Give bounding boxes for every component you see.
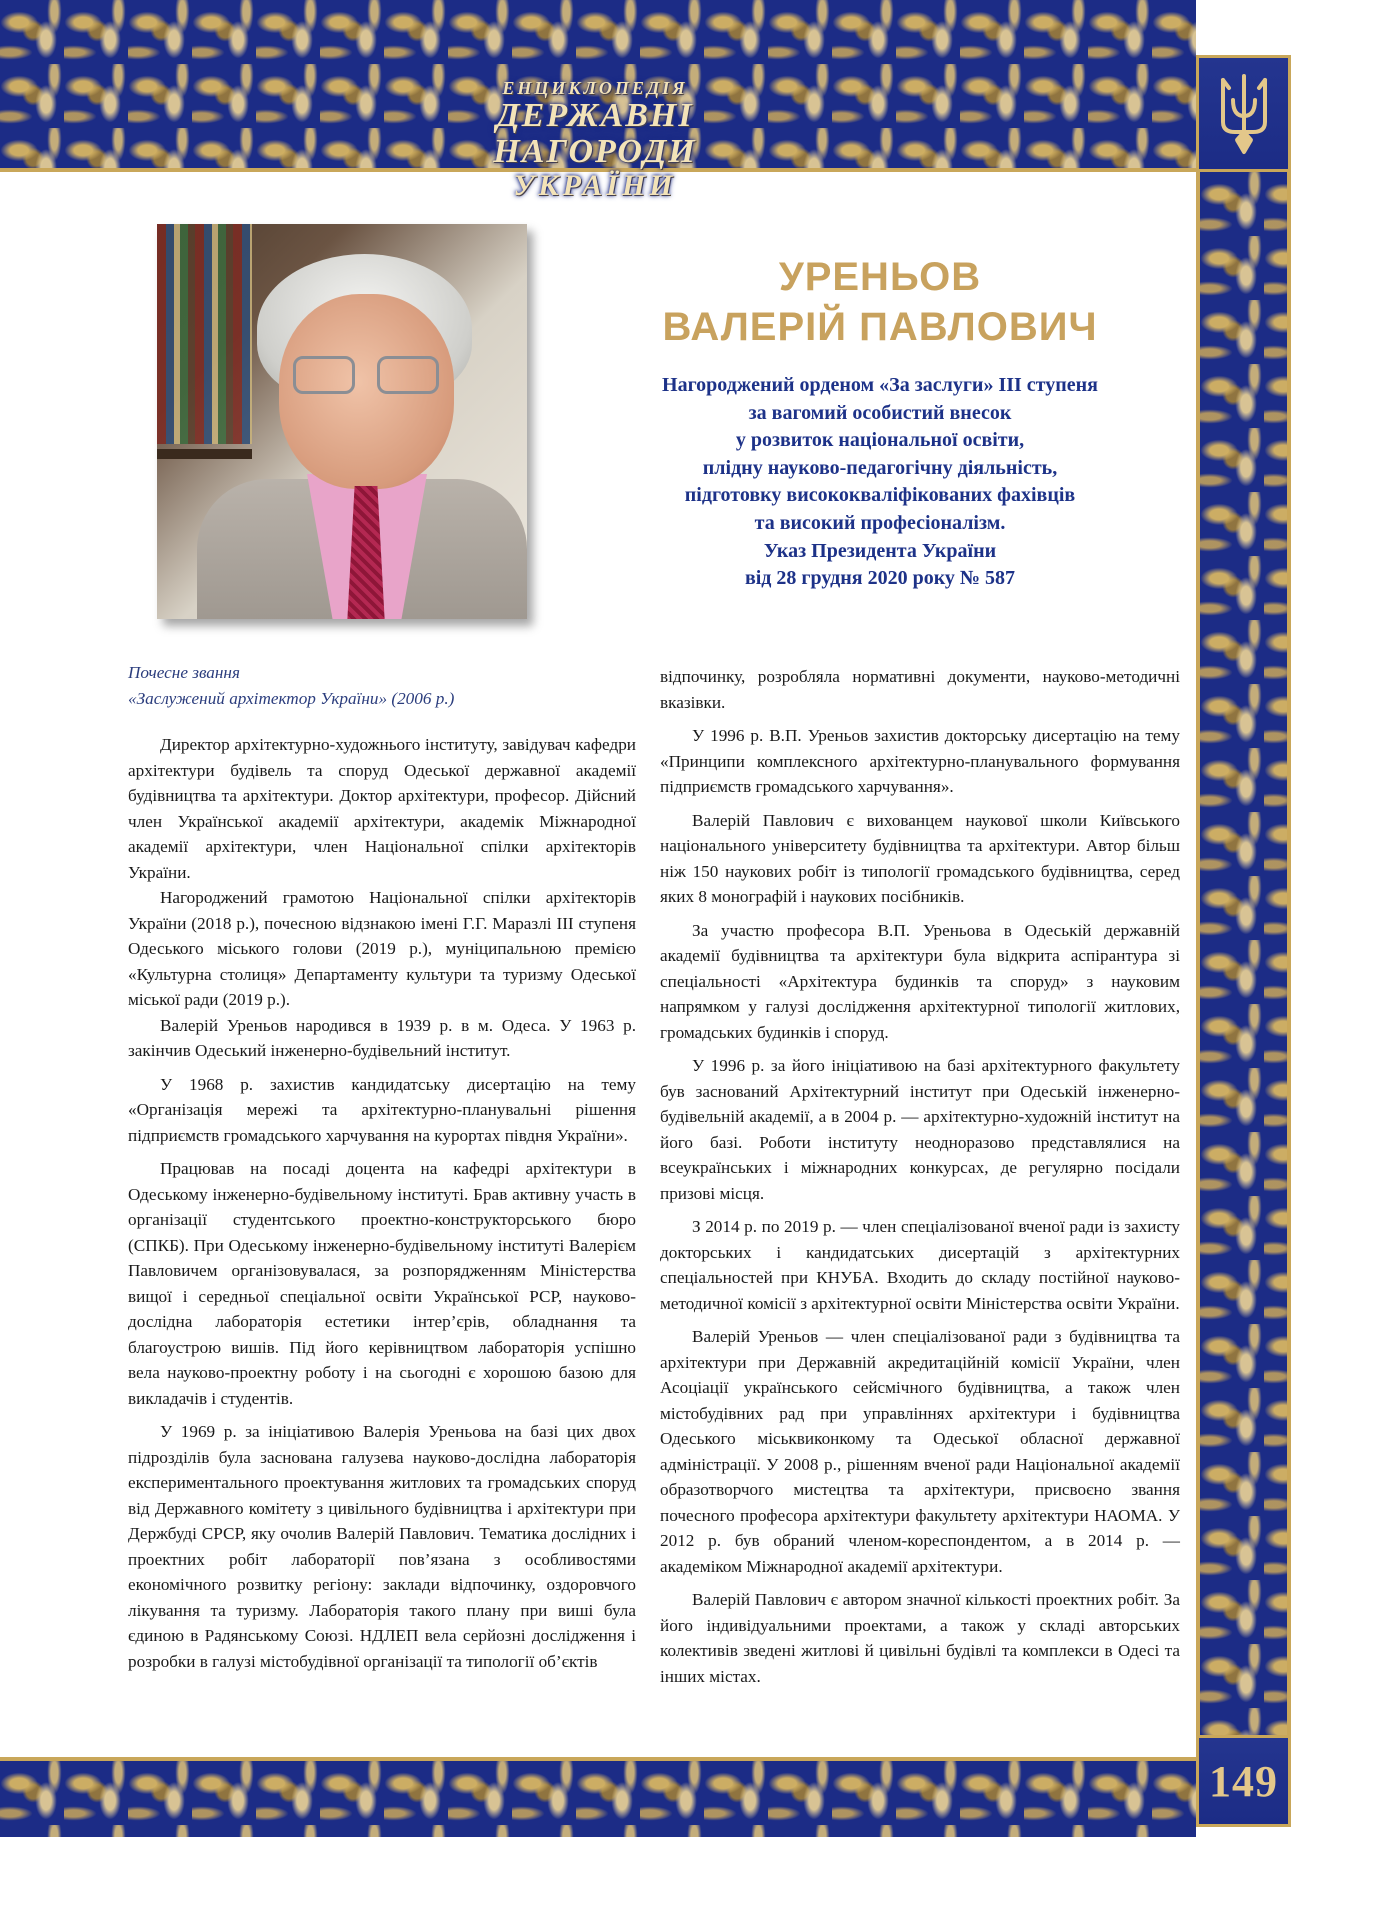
award-line: за вагомий особистий внесок [748, 401, 1012, 424]
award-citation [600, 372, 1160, 593]
honorary-title [128, 660, 636, 712]
bottom-ornament-border [0, 1757, 1196, 1837]
paragraph: З 2014 р. по 2019 р. — член спеціалізованої вченої ради із захисту докторських і кандидатських дисертацій з архітектурних спеціальностей при КНУБА. Входить до складу постійної науково-методичної комісії з архітектурної освіти Міністерства освіти України. [660, 1217, 1180, 1313]
header-kicker: ЕНЦИКЛОПЕДІЯ [502, 78, 688, 98]
header-title-line2: УКРАЇНИ [513, 169, 677, 202]
portrait-photo [157, 224, 527, 619]
paragraph: Валерій Павлович є вихованцем наукової школи Київського національного університету будівництва та архітектури. Автор більш ніж 150 наукових робіт із типології громадського будівництва, серед яких 8 монографій і наукових посібників. [660, 810, 1180, 906]
page-number-box [1196, 1735, 1291, 1827]
award-line: Нагороджений орденом «За заслуги» III ступеня [662, 374, 1098, 396]
paragraph: У 1968 р. захистив кандидатську дисертацію на тему «Організація мережі та архітектурно-планувальні рішення підприємств громадського харчування на курортах півдня України». [128, 1074, 636, 1145]
paragraph: відпочинку, розробляла нормативні документи, науково-методичні вказівки. [660, 667, 1180, 712]
right-ornament-border [1196, 172, 1291, 1757]
paragraph: Валерій Уреньов — член спеціалізованої ради з будівництва та архітектури при Державній акредитаційній комісії України, член Асоціації українського сейсмічного будівництва, а також член містобудівних рад при управліннях архітектури і будівництва Одеського міськвиконкому та Одеської обласної державної адміністрації. У 2008 р., рішенням вченої ради Національної академії образотворчого мистецтва та архітектури, присвоєно звання почесного професора архітектури факультету архітектури НАОМА. У 2012 р. був обраний членом-кореспондентом, а в 2014 р. — академіком Міжнародної академії архітектури. [660, 1327, 1180, 1576]
page-number: 149 [1209, 1756, 1278, 1806]
paragraph: У 1996 р. за його ініціативою на базі архітектурного факультету був заснований Архітектурний інститут при Одеській інженерно-будівельній академії, а в 2004 р. — архітектурно-художній інститут на його базі. Роботи інституту неодноразово представлялися на всеукраїнських і міжнародних конкурсах, де регулярно посідали призові місця. [660, 1056, 1180, 1203]
emblem-box [1196, 55, 1291, 172]
award-line: від 28 грудня 2020 року № 587 [744, 567, 1016, 590]
award-line: у розвиток національної освіти, [735, 429, 1025, 452]
paragraph: У 1969 р. за ініціативою Валерія Уреньова на базі цих двох підрозділів була заснована галузева науково-дослідна лабораторія експериментального проектування житлових та громадських споруд від Державного комітету з цивільного будівництва і архітектури при Держбуді СРСР, яку очолив Валерій Павлович. Тематика дослідних і проектних робіт лабораторії пов’язана з особливостями економічного розвитку регіону: заклади відпочинку, оздоровчого лікування та туризму. Лабораторія такого плану при виші була єдиною в Радянському Союзі. НДЛЕП вела серйозні дослідження і розробки в галузі містобудівної організації та типології об’єктів [128, 1422, 636, 1671]
encyclopedia-header-title [440, 78, 750, 202]
honorary-title-label: Почесне звання [128, 663, 240, 682]
paragraph: Валерій Павлович є автором значної кількості проектних робіт. За його індивідуальними проектами, а також у складі авторських колективів зведені житлові й цивільні будівлі та комплекси в Одесі та інших містах. [660, 1590, 1180, 1686]
trident-emblem-icon [1215, 70, 1273, 158]
person-surname: УРЕНЬОВ [778, 255, 982, 299]
left-text-column [128, 660, 636, 1674]
honorary-title-value: «Заслужений архітектор України» (2006 р.) [128, 689, 455, 708]
award-line: та високий професіоналізм. [754, 511, 1006, 534]
right-text-column [660, 664, 1180, 1689]
paragraph: Нагороджений грамотою Національної спілки архітекторів України (2018 р.), почесною відзнакою імені Г.Г. Маразлі III ступеня Одеського міського голови (2019 р.), муніципальною премією «Культурна столиця» Департаменту культури та туризму Одеської міської ради (2019 р.). [128, 888, 636, 1009]
paragraph: Валерій Уреньов народився в 1939 р. в м. Одеса. У 1963 р. закінчив Одеський інженерно-будівельний інститут. [128, 1015, 636, 1060]
person-given-names: ВАЛЕРІЙ ПАВЛОВИЧ [662, 305, 1098, 349]
award-line: плідну науково-педагогічну діяльність, [702, 456, 1058, 479]
award-line: підготовку висококваліфікованих фахівців [684, 484, 1076, 507]
paragraph: Директор архітектурно-художнього інституту, завідувач кафедри архітектури будівель та споруд Одеської державної академії будівництва та архітектури. Доктор архітектури, професор. Дійсний член Української академії архітектури, академік Міжнародної академії архітектури, член Національної спілки архітекторів України. [128, 735, 636, 882]
paragraph: Працював на посаді доцента на кафедрі архітектури в Одеському інженерно-будівельному інституті. Брав активну участь в організації студентського проектно-конструкторського бюро (СПКБ). При Одеському інженерно-будівельному інституті Валерієм Павловичем організовувалася, за розпорядженням Міністерства вищої і середньої спеціальної освіти Української РСР, науково-дослідна лабораторія естетики інтер’єрів, обладнання та благоустрою вишів. Під його керівництвом лабораторія успішно вела науково-проектну роботу і на сьогодні є хорошою базою для викладачів і студентів. [128, 1159, 636, 1408]
header-title-line1: ДЕРЖАВНІ НАГОРОДИ [493, 97, 697, 170]
person-name [620, 252, 1140, 352]
award-line: Указ Президента України [763, 539, 997, 562]
paragraph: У 1996 р. В.П. Уреньов захистив докторську дисертацію на тему «Принципи комплексного архітектурно-планувального формування підприємств громадського харчування». [660, 726, 1180, 796]
paragraph: За участю професора В.П. Уреньова в Одеській державній академії будівництва та архітектури була відкрита аспірантура зі спеціальності «Архітектура будинків та споруд» з науковим напрямком у галузі дослідження архітектурної типології житлових, громадських будинків і споруд. [660, 920, 1180, 1042]
